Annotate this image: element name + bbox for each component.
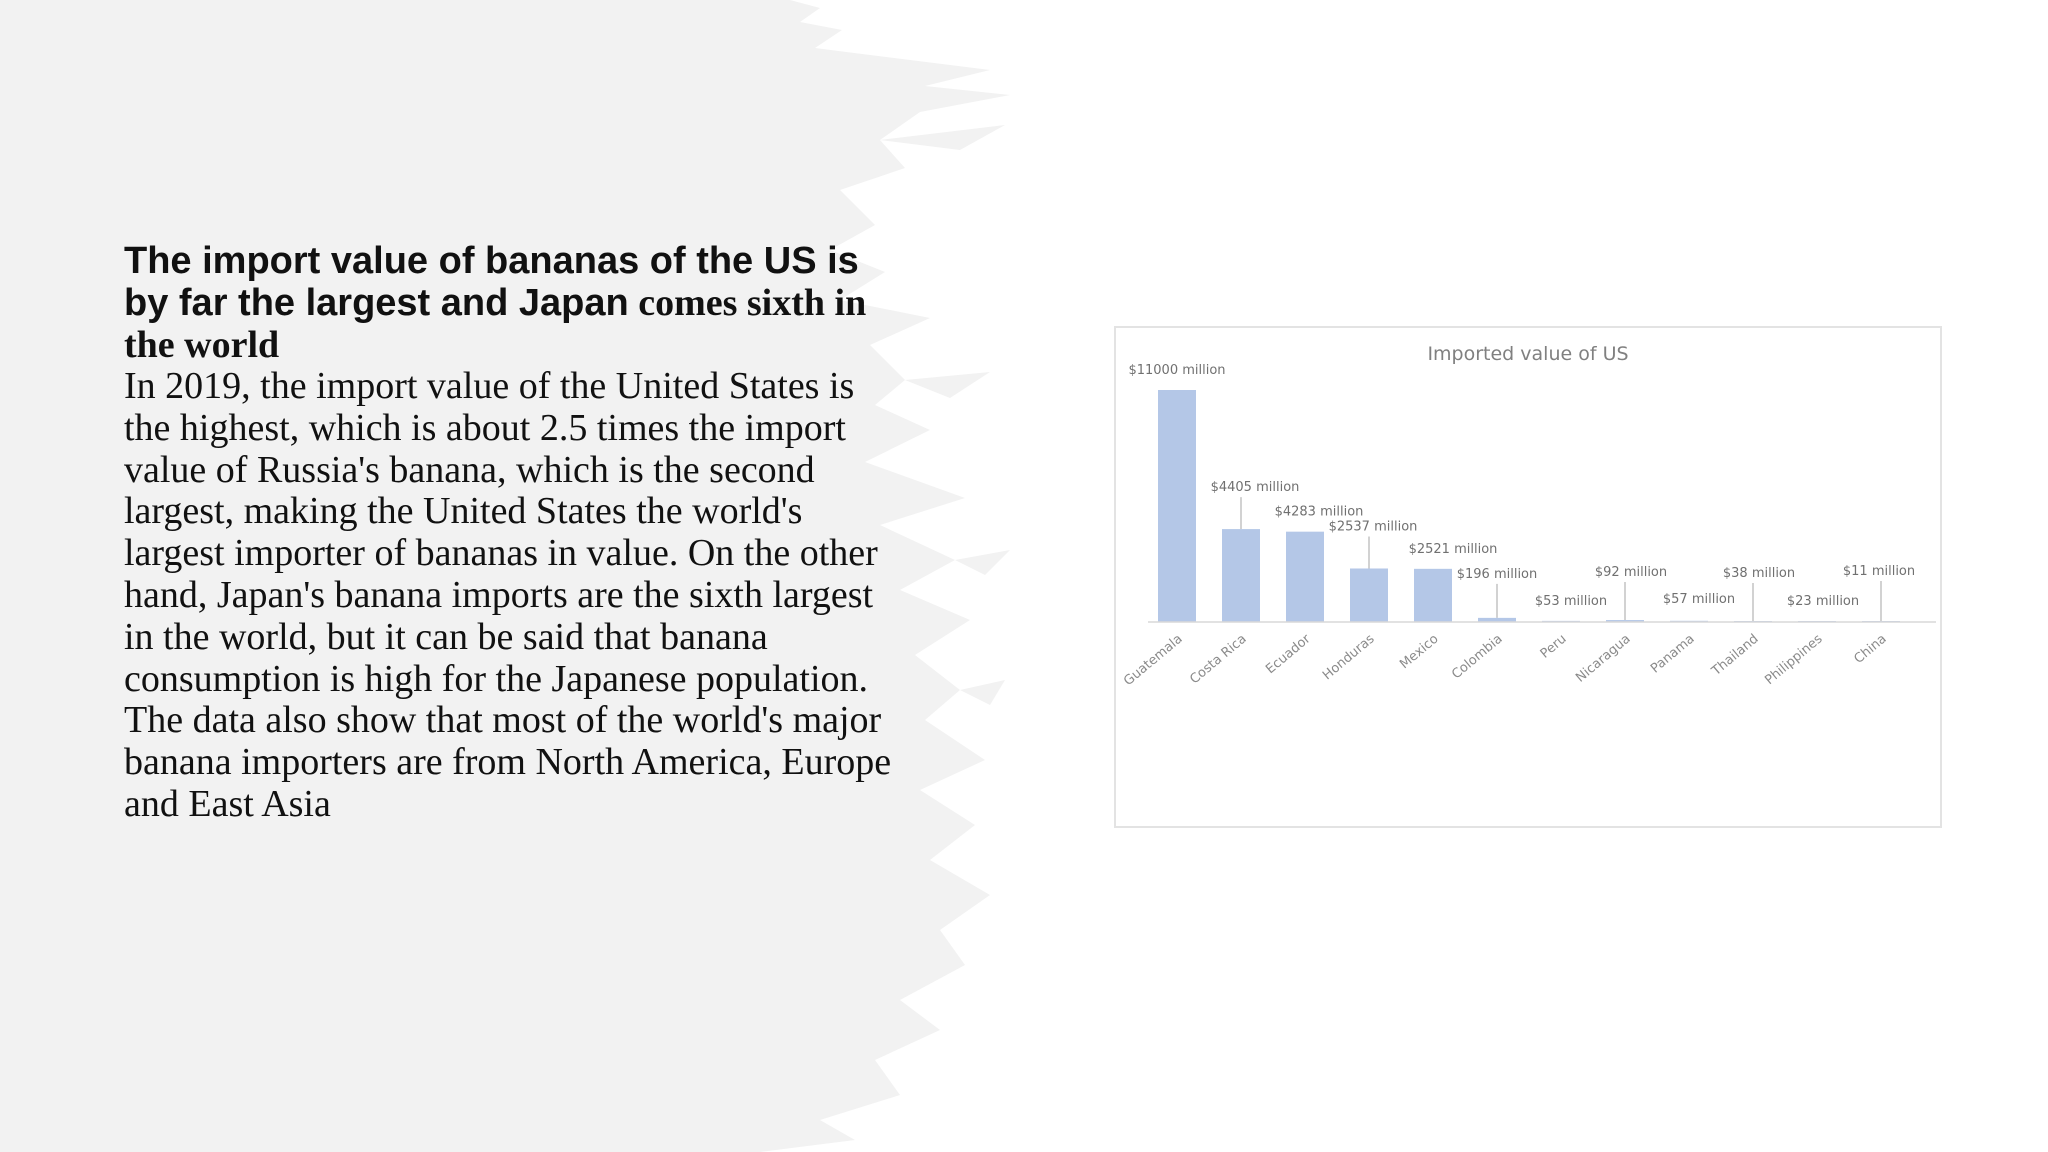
heading-serif-part: comes sixth in the world (124, 282, 867, 366)
category-label: Colombia (1449, 631, 1506, 683)
category-label: Thailand (1709, 631, 1762, 679)
data-label: $23 million (1786, 594, 1860, 609)
category-label: Ecuador (1263, 631, 1314, 678)
bar-guatemala (1158, 390, 1196, 622)
chart-title: Imported value of US (1427, 343, 1629, 365)
data-label: $196 million (1456, 566, 1538, 582)
category-label: Guatemala (1121, 631, 1186, 690)
bar-chart (1116, 328, 1940, 826)
category-label: Mexico (1397, 631, 1442, 673)
category-labels (1121, 631, 1889, 689)
category-label: Honduras (1320, 631, 1378, 684)
brush-stroke-shape (955, 550, 1010, 575)
brush-stroke-shape (905, 372, 990, 398)
body-paragraph: In 2019, the import value of the United States is the highest, which is about 2.5 times the import value of Russia's banana, which is the second largest, making the United States the world's largest importer of bananas in value. On the other hand, Japan's banana imports are the sixth largest in the world, but it can be said that banana consumption is high for the Japanese population. The data also show that most of the world's major banana importers are from North America, Europe and East Asia (124, 365, 892, 825)
data-label: $11 million (1842, 564, 1916, 579)
category-label: Costa Rica (1187, 631, 1250, 688)
bar-ecuador (1286, 532, 1324, 622)
heading-sans-part: The import value of bananas of the US is by far the largest and Japan (124, 240, 859, 324)
text-block (124, 240, 904, 826)
bar-mexico (1414, 569, 1452, 622)
data-label: $57 million (1662, 591, 1736, 607)
data-label: $4405 million (1210, 480, 1300, 496)
category-label: Philippines (1762, 631, 1826, 689)
brush-stroke-shape (880, 125, 1005, 150)
bar-honduras (1350, 568, 1388, 622)
category-label: China (1851, 631, 1890, 667)
bar-costa-rica (1222, 529, 1260, 622)
data-label: $11000 million (1128, 363, 1226, 378)
data-label: $2521 million (1408, 541, 1498, 557)
data-label: $53 million (1534, 593, 1608, 609)
category-label: Panama (1648, 631, 1698, 677)
chart-container (1114, 326, 1942, 828)
data-label: $92 million (1594, 565, 1668, 581)
data-label: $4283 million (1274, 504, 1364, 520)
data-label: $2537 million (1328, 519, 1418, 535)
category-label: Nicaragua (1573, 631, 1634, 686)
bars (1158, 390, 1900, 622)
data-label: $38 million (1722, 566, 1796, 581)
category-label: Peru (1537, 631, 1570, 662)
slide-heading (124, 240, 904, 366)
brush-stroke-shape (960, 680, 1005, 705)
